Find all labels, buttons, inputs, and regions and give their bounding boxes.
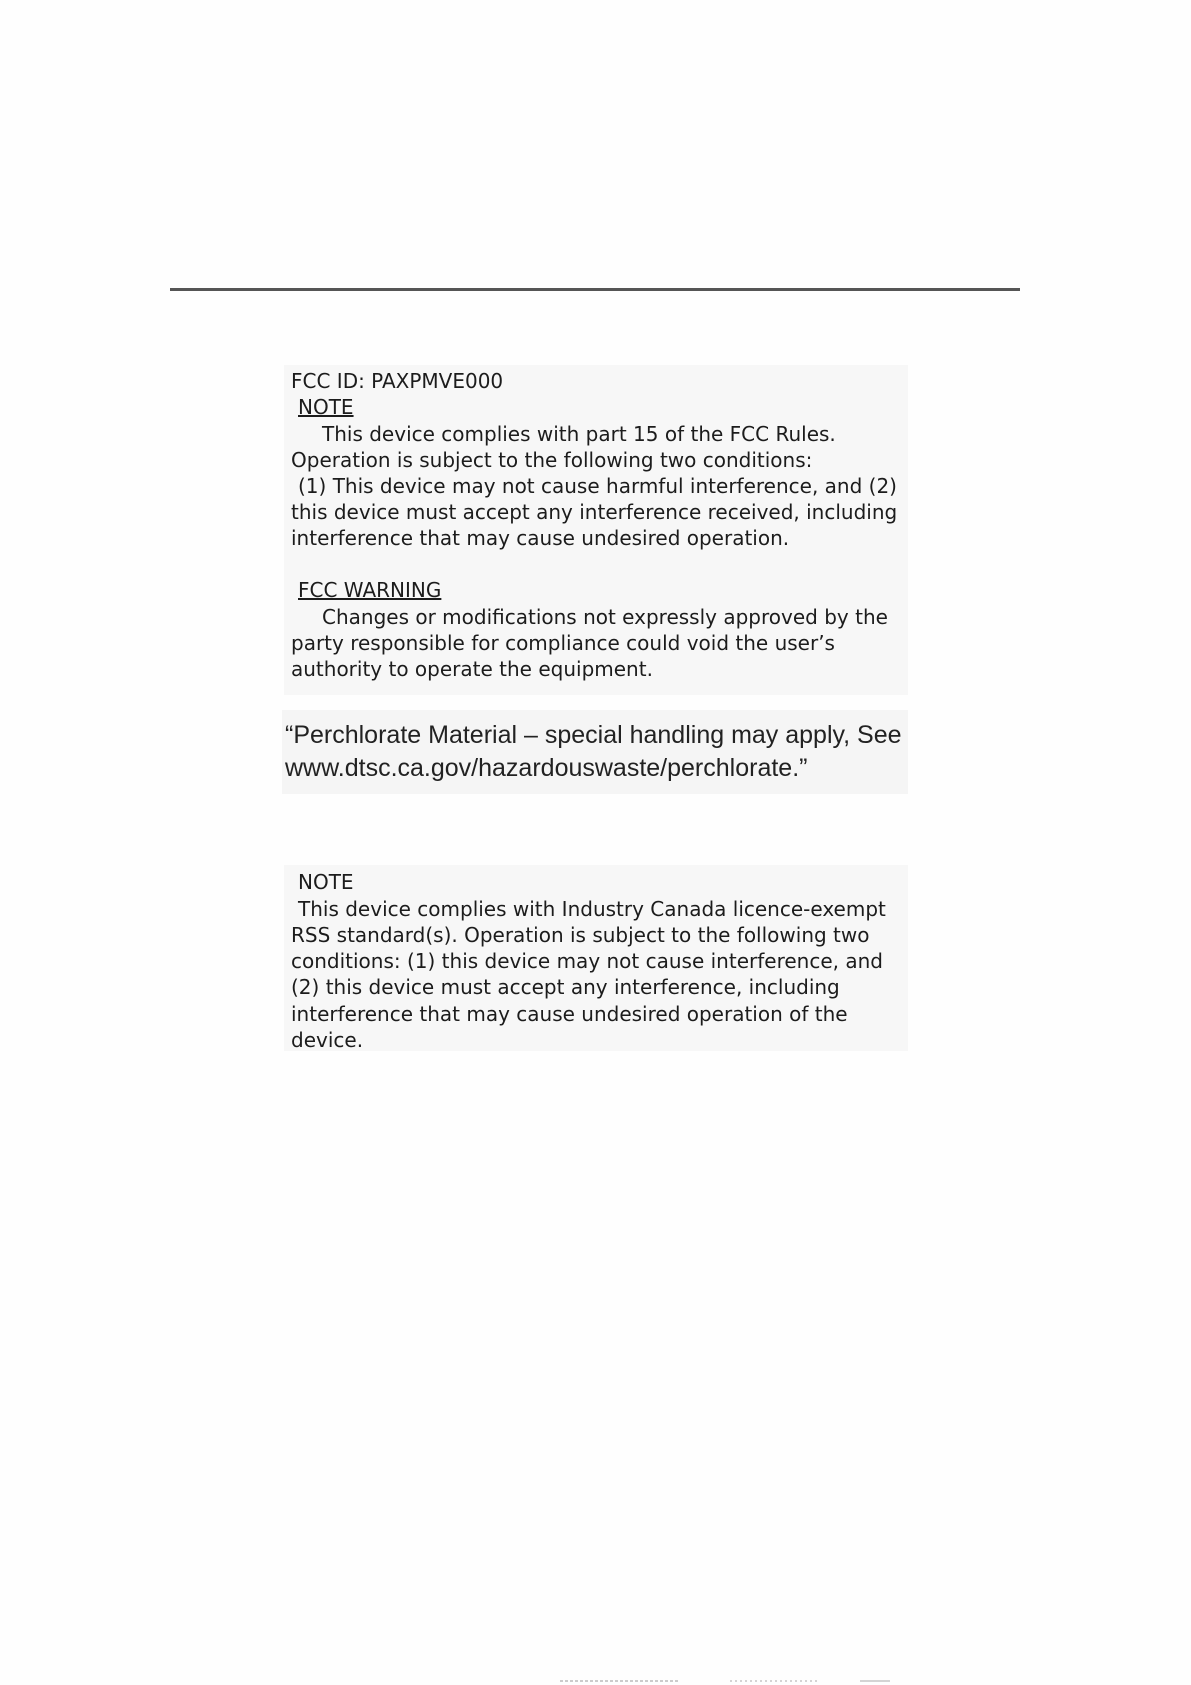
ic-note-line: (2) this device must accept any interference, including [291,975,840,999]
fcc-note-line: this device must accept any interference received, including [291,500,898,524]
fcc-warning-line: authority to operate the equipment. [291,657,653,681]
fcc-warning-line: Changes or modifications not expressly approved by the [322,605,888,629]
ic-note-line: device. [291,1028,364,1052]
fcc-note-line: (1) This device may not cause harmful interference, and (2) [298,474,897,498]
industry-canada-statement [284,865,908,1051]
ic-note-line: This device complies with Industry Canada licence-exempt [298,897,886,921]
ic-note-line: RSS standard(s). Operation is subject to the following two [291,923,870,947]
perchlorate-notice [282,710,908,794]
ic-note-heading: NOTE [298,870,354,894]
ic-note-line: interference that may cause undesired operation of the [291,1002,848,1026]
perchlorate-line: www.dtsc.ca.gov/hazardouswaste/perchlorate.” [285,754,808,782]
fcc-note-heading: NOTE [298,395,354,419]
fcc-warning-heading: FCC WARNING [298,578,442,602]
fcc-statement [284,365,908,695]
scan-edge-marks [560,1680,1020,1682]
fcc-warning-line: party responsible for compliance could void the user’s [291,631,835,655]
header-rule [170,288,1020,291]
fcc-note-line: Operation is subject to the following two conditions: [291,448,813,472]
perchlorate-line: “Perchlorate Material – special handling may apply, See [285,721,902,749]
ic-note-line: conditions: (1) this device may not cause interference, and [291,949,883,973]
fcc-note-line: This device complies with part 15 of the FCC Rules. [322,422,836,446]
fcc-note-line: interference that may cause undesired operation. [291,526,790,550]
fcc-id: FCC ID: PAXPMVE000 [291,369,504,393]
